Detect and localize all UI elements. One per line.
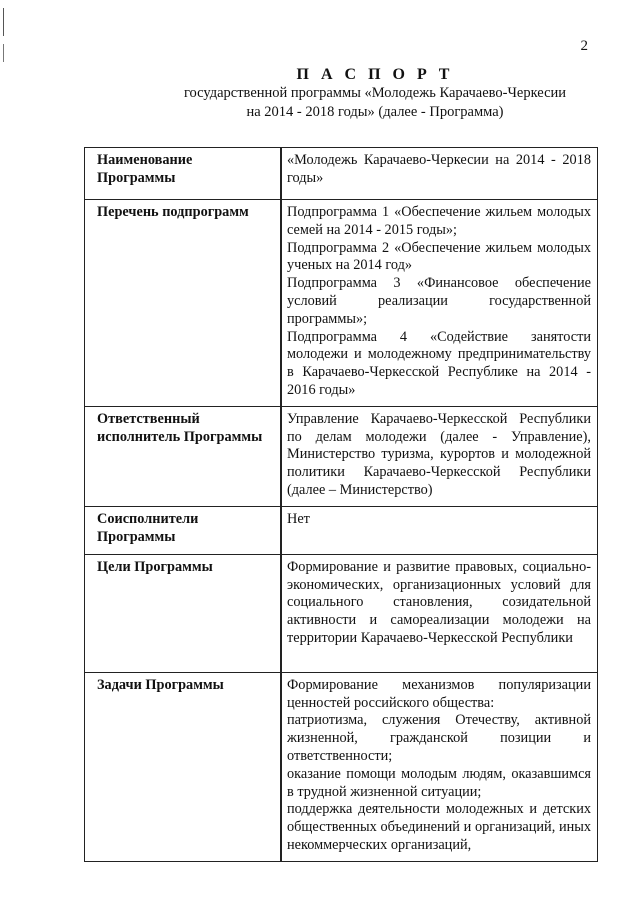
table-row xyxy=(85,672,598,861)
table-row xyxy=(85,148,598,200)
row-value-text: Подпрограмма 3 «Финансовое обеспечение условий реализации государственной программы»; xyxy=(287,275,591,327)
passport-table xyxy=(84,147,598,862)
row-value xyxy=(281,506,598,554)
scan-edge-mark xyxy=(3,44,4,62)
row-value xyxy=(281,554,598,672)
row-value xyxy=(281,406,598,506)
row-value-text: Подпрограмма 1 «Обеспечение жильем молодых семей на 2014 - 2015 годы»; xyxy=(287,204,591,238)
row-value-text: оказание помощи молодым людям, оказавшимся в трудной жизненной ситуации; xyxy=(287,765,591,800)
table-row xyxy=(85,406,598,506)
row-value xyxy=(281,672,598,861)
row-label: Задачи Программы xyxy=(85,672,281,861)
table-row xyxy=(85,554,598,672)
row-value-text: Управление Карачаево-Черкесской Республики по делам молодежи (далее - Управление), Министерство туризма, курортов и молодежной политики Карачаево-Черкесской Республики (далее – Министерство) xyxy=(287,410,591,498)
table-row xyxy=(85,200,598,407)
row-value xyxy=(281,148,598,200)
row-value xyxy=(281,200,598,407)
table-row xyxy=(85,506,598,554)
document-title: П А С П О Р Т xyxy=(296,66,454,83)
row-label: Ответственный исполнитель Программы xyxy=(85,406,281,506)
row-value-text: Подпрограмма 2 «Обеспечение жильем молодых ученых на 2014 год» xyxy=(287,239,591,274)
row-value-text: поддержка деятельности молодежных и детских общественных объединений и организаций, иных некоммерческих организаций, xyxy=(287,801,591,853)
document-subtitle-line-1: государственной программы «Молодежь Карачаево-Черкесии xyxy=(183,85,567,101)
scan-edge-mark xyxy=(3,8,4,36)
row-value-text: Нет xyxy=(287,510,310,527)
row-value-text: Подпрограмма 4 «Содействие занятости молодежи и молодежному предпринимательству в Карачаево-Черкесской Республике на 2014 - 2016 годы» xyxy=(287,328,591,398)
document-subtitle-line-2: на 2014 - 2018 годы» (далее - Программа) xyxy=(246,104,504,120)
page-number: 2 xyxy=(580,38,588,54)
row-value-text: «Молодежь Карачаево-Черкесии на 2014 - 2018 годы» xyxy=(287,152,591,186)
row-label: Соисполнители Программы xyxy=(85,506,281,554)
row-value-text: патриотизма, служения Отечеству, активной жизненной, гражданской позиции и ответственности; xyxy=(287,712,591,764)
row-value-text: Формирование и развитие правовых, социально-экономических, организационных условий для социального становления, созидательной активности и самореализации молодежи на территории Карачаево-Черкесской Республики xyxy=(287,558,591,646)
document-header xyxy=(60,66,640,122)
row-label: Наименование Программы xyxy=(85,148,281,200)
row-value-text: Формирование механизмов популяризации ценностей российского общества: xyxy=(287,676,591,711)
row-label: Цели Программы xyxy=(85,554,281,672)
row-label: Перечень подпрограмм xyxy=(85,200,281,407)
